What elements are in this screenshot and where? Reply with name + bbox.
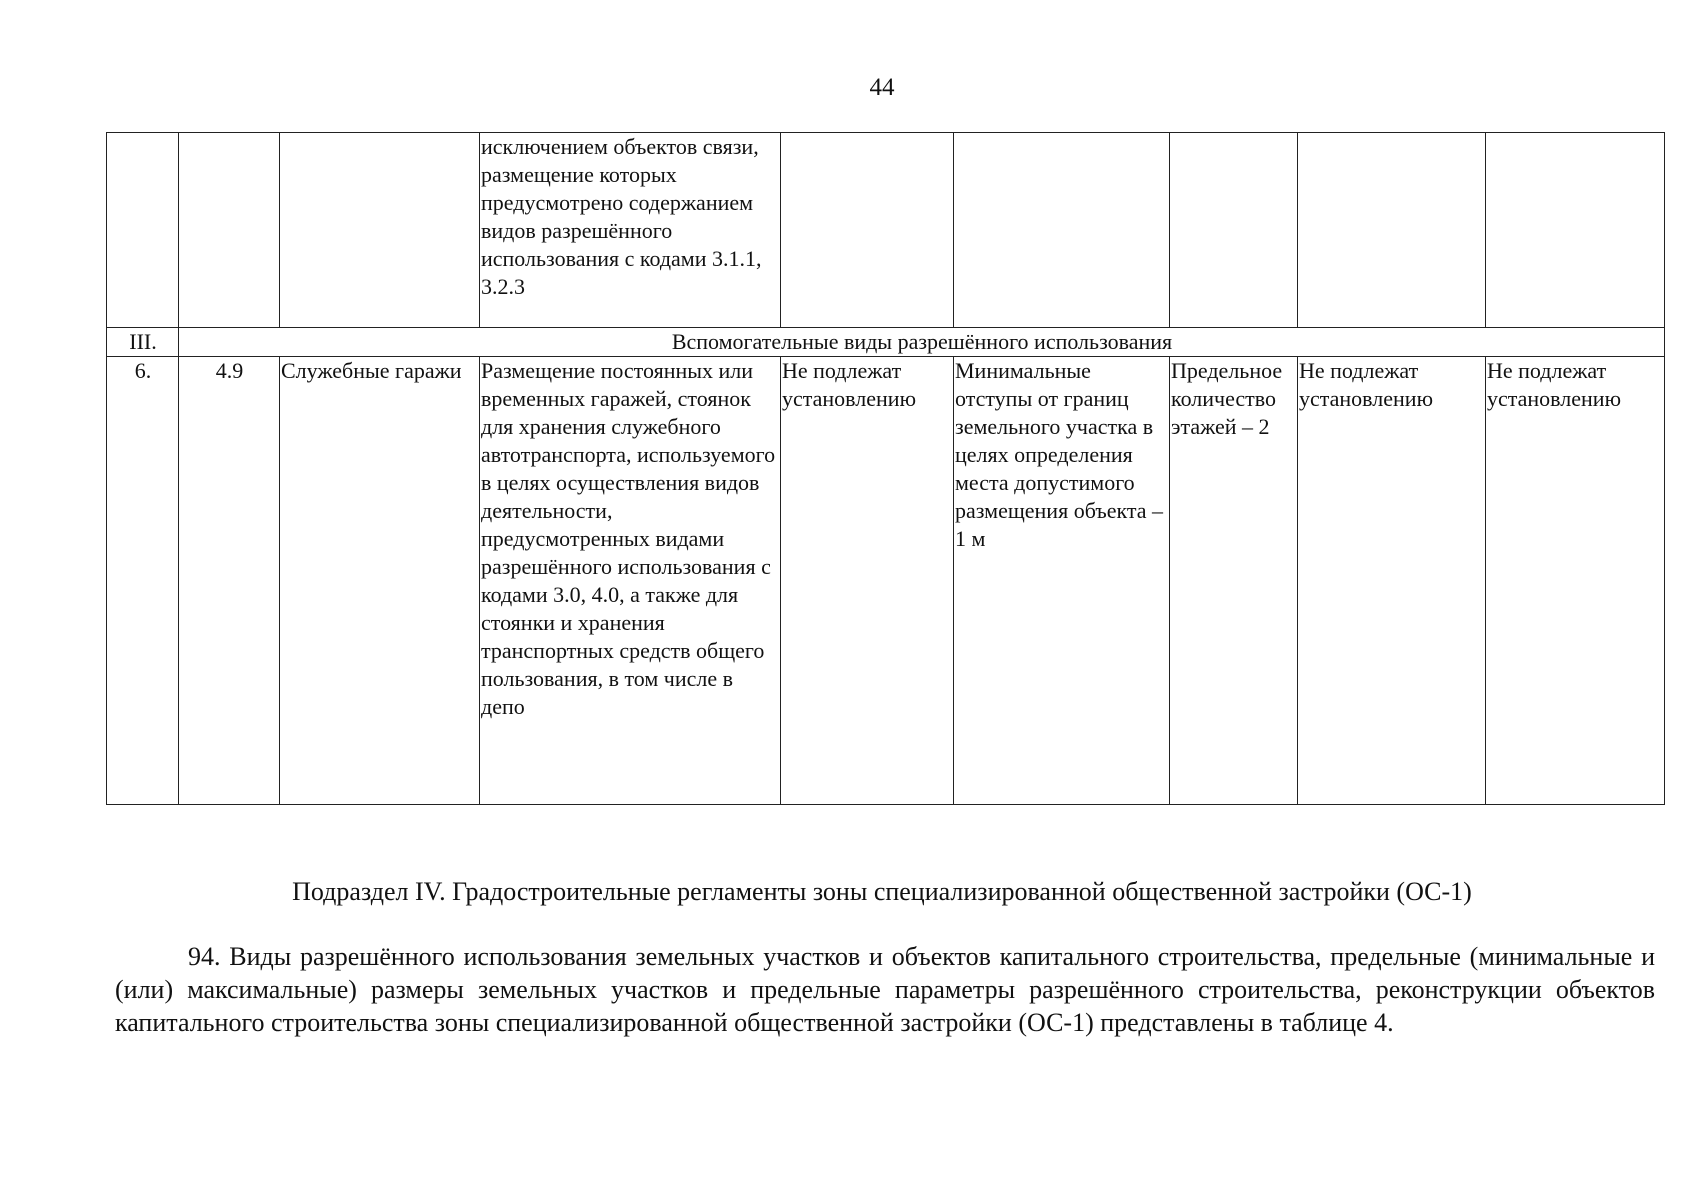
section-title: Вспомогательные виды разрешённого использования [179, 328, 1665, 357]
cell-setbacks: Минимальные отступы от границ земельного участка в целях определения места допустимого размещения объекта – 1 м [954, 357, 1170, 805]
cell-code: 4.9 [179, 357, 280, 805]
cell-empty [954, 133, 1170, 328]
cell-use-name: Служебные гаражи [280, 357, 480, 805]
cell-use-description: Размещение постоянных или временных гаражей, стоянок для хранения служебного автотранспорта, используемого в целях осуществления видов деятельности, предусмотренных видами разрешённого использования с кодами 3.0, 4.0, а также для стоянки и хранения транспортных средств общего пользования, в том числе в депо [480, 357, 781, 805]
cell-floors: Предельное количество этажей – 2 [1170, 357, 1298, 805]
cell-empty [280, 133, 480, 328]
cell-empty [107, 133, 179, 328]
section-number: III. [107, 328, 179, 357]
cell-description-continuation: исключением объектов связи, размещение которых предусмотрено содержанием видов разрешённого использования с кодами 3.1.1, 3.2.3 [480, 133, 781, 328]
page-number: 44 [869, 74, 895, 101]
cell-empty [1486, 133, 1665, 328]
cell-empty [1298, 133, 1486, 328]
cell-empty [1170, 133, 1298, 328]
body-paragraph: 94. Виды разрешённого использования земельных участков и объектов капитального строительства, предельные (минимальные и (или) максимальные) размеры земельных участков и предельные параметры разрешённого строительства, реконструкции объектов капитального строительства зоны специализированной общественной застройки (ОС-1) представлены в таблице 4. [115, 942, 1655, 1037]
table-section-row [107, 328, 1665, 357]
cell-row-number: 6. [107, 357, 179, 805]
table-row [107, 357, 1665, 805]
subsection-heading: Подраздел IV. Градостроительные регламенты зоны специализированной общественной застройки (ОС-1) [292, 877, 1472, 906]
cell-plot-size: Не подлежат установлению [781, 357, 954, 805]
cell-coverage: Не подлежат установлению [1298, 357, 1486, 805]
regulations-table [106, 132, 1665, 805]
cell-other-params: Не подлежат установлению [1486, 357, 1665, 805]
cell-empty [781, 133, 954, 328]
table-row-continuation [107, 133, 1665, 328]
cell-empty [179, 133, 280, 328]
